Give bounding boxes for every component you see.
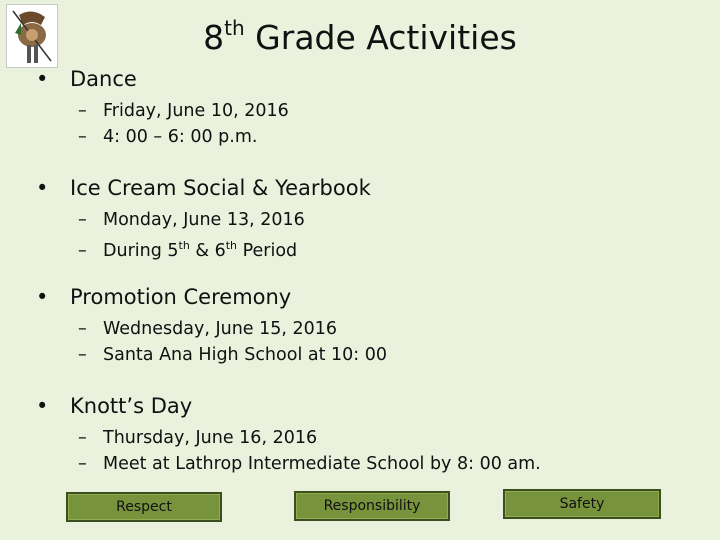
bullet-icon: •	[36, 176, 49, 200]
activity-detail	[36, 451, 541, 477]
respect-button[interactable]	[66, 492, 222, 522]
activity-detail	[36, 207, 371, 233]
detail-text: 4: 00 – 6: 00 p.m.	[103, 127, 258, 147]
detail-text: Thursday, June 16, 2016	[103, 428, 318, 448]
title-superscript: th	[224, 16, 245, 40]
detail-superscript: th	[225, 239, 238, 252]
dash-icon: –	[78, 241, 87, 261]
activity-item	[36, 393, 541, 477]
activity-item	[36, 175, 371, 264]
detail-text: Friday, June 10, 2016	[103, 101, 289, 121]
bullet-icon: •	[36, 67, 49, 91]
activity-heading: Dance	[70, 67, 137, 91]
activity-heading-row	[36, 393, 541, 419]
activity-detail	[36, 124, 289, 150]
safety-button[interactable]	[503, 489, 661, 519]
dash-icon: –	[78, 319, 87, 339]
detail-text: Santa Ana High School at 10: 00	[103, 345, 388, 365]
activity-heading: Promotion Ceremony	[70, 285, 292, 309]
detail-text: Period	[237, 241, 298, 261]
detail-text: Wednesday, June 15, 2016	[103, 319, 338, 339]
activity-item	[36, 284, 387, 368]
safety-button-label: Safety	[559, 496, 605, 512]
activity-detail	[36, 425, 541, 451]
slide-title	[0, 8, 720, 58]
detail-superscript: th	[178, 239, 190, 252]
activity-item	[36, 66, 289, 150]
activity-detail	[36, 98, 289, 124]
detail-text: Meet at Lathrop Intermediate School by 8: 00 am.	[103, 454, 541, 474]
activity-heading: Ice Cream Social & Yearbook	[70, 176, 371, 200]
bullet-icon: •	[36, 394, 49, 418]
dash-icon: –	[78, 454, 87, 474]
responsibility-button[interactable]	[294, 491, 450, 521]
bullet-icon: •	[36, 285, 49, 309]
responsibility-button-label: Responsibility	[323, 498, 421, 514]
dash-icon: –	[78, 101, 87, 121]
dash-icon: –	[78, 428, 87, 448]
title-text: Grade Activities	[244, 18, 517, 57]
activity-heading-row	[36, 66, 289, 92]
title-number: 8	[203, 18, 225, 57]
activity-heading: Knott’s Day	[70, 394, 193, 418]
respect-button-label: Respect	[116, 499, 172, 515]
dash-icon: –	[78, 210, 87, 230]
activity-detail	[36, 233, 371, 264]
detail-text: & 6	[189, 241, 226, 261]
activity-detail	[36, 342, 387, 368]
detail-text: Monday, June 13, 2016	[103, 210, 305, 230]
dash-icon: –	[78, 345, 87, 365]
activity-heading-row	[36, 284, 387, 310]
detail-text: During 5	[103, 241, 179, 261]
activity-detail	[36, 316, 387, 342]
dash-icon: –	[78, 127, 87, 147]
activity-heading-row	[36, 175, 371, 201]
